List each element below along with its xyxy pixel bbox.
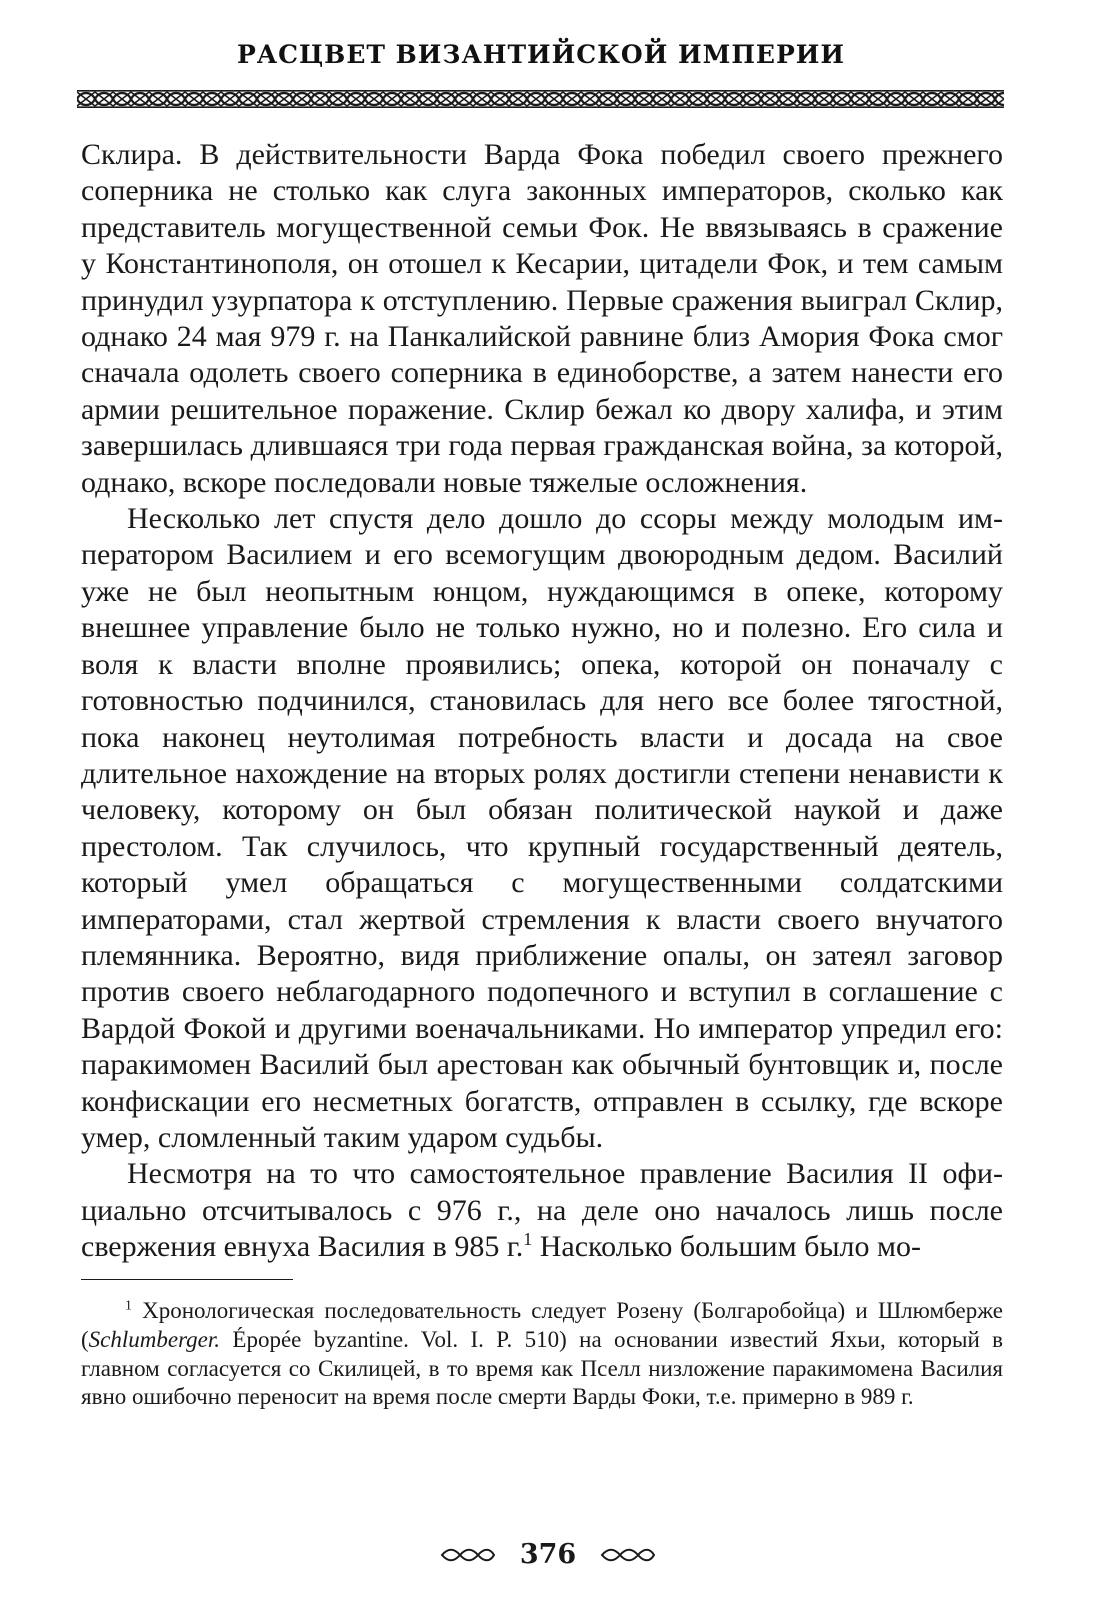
ornament-band bbox=[77, 90, 1004, 108]
footnote-separator bbox=[81, 1279, 293, 1280]
footnotes bbox=[81, 1297, 1003, 1412]
paragraph-text: Насколько большим было мо- bbox=[532, 1230, 921, 1264]
footnote bbox=[81, 1297, 1003, 1412]
running-title: РАСЦВЕТ ВИЗАНТИЙСКОЙ ИМПЕРИИ bbox=[236, 40, 846, 69]
folio-ornament-right-icon bbox=[600, 1548, 656, 1562]
paragraph: Склира. В действительности Варда Фока победил своего прежнего соперника не столько как слуга законных императоров, сколько как представитель могущественной семьи Фок. Не ввязываясь в сражение у Константинополя, он отошел к Кесарии, цитадели Фок, и тем самым принудил узурпатора к отступлению. Первые сражения выиграл Склир, однако 24 мая 979 г. на Панкалийской равнине близ Амория Фока смог сначала одолеть своего соперника в единоборстве, а затем нанести его армии решительное поражение. Склир бежал ко двору халифа, и этим завершилась длившаяся три года первая гражданская война, за которой, однако, вскоре последовали новые тяжелые осложнения. bbox=[81, 138, 1003, 499]
footnote-reference[interactable]: 1 bbox=[523, 1229, 533, 1250]
page-footer bbox=[0, 1538, 1096, 1570]
page-number: 376 bbox=[519, 1539, 577, 1570]
footnote-author: Schlumberger. bbox=[88, 1326, 221, 1352]
paragraph bbox=[81, 1156, 1003, 1265]
paragraph-text: Несмотря на то что самостоятельное правление Василия II официально отсчитывалось с 976 г., на деле оно началось лишь после свержения евнуха Василия в 985 г. bbox=[81, 1157, 1003, 1264]
folio-ornament-left-icon bbox=[440, 1548, 496, 1562]
paragraph: Несколько лет спустя дело дошло до ссоры между молодым императором Василием и его всемогущим двоюродным дедом. Василий уже не был неопытным юнцом, нуждающимся в опеке, которому внешнее управление было не только нужно, но и полезно. Его сила и воля к власти вполне проявились; опека, которой он поначалу с готовностью подчинился, становилась для него все более тягостной, пока наконец неутолимая потребность власти и досада на свое длительное нахождение на вторых ролях достигли степени ненависти к человеку, которому он был обязан политической наукой и даже престолом. Так случилось, что крупный государственный деятель, который умел обращаться с могущественными солдатскими императорами, стал жертвой стремления к власти своего внучатого племянника. Вероятно, видя приближение опалы, он затеял заговор против своего неблагодарного подопечного и вступил в соглашение с Вардой Фокой и другими военачальниками. Но император упредил его: паракимомен Василий был арестован как обычный бунтовщик и, после конфискации его несметных богатств, отправлен в ссылку, где вскоре умер, сломленный таким ударом судьбы. bbox=[81, 502, 1003, 1154]
footnote-mark: 1 bbox=[125, 1297, 132, 1313]
footnote-text: Хронологическая последовательность следует Розену (Болгаробойца) и Шлюмберже ( bbox=[81, 1298, 1003, 1352]
footnote-text: Épopée byzantine. Vol. I. P. 510) на основании известий Яхьи, который в главном согласуется со Скилицей, в то время как Пселл низложение паракимомена Василия явно ошибочно переносит на время после смерти Варды Фоки, т.е. примерно в 989 г. bbox=[81, 1326, 1003, 1410]
main-text bbox=[81, 137, 1003, 1266]
